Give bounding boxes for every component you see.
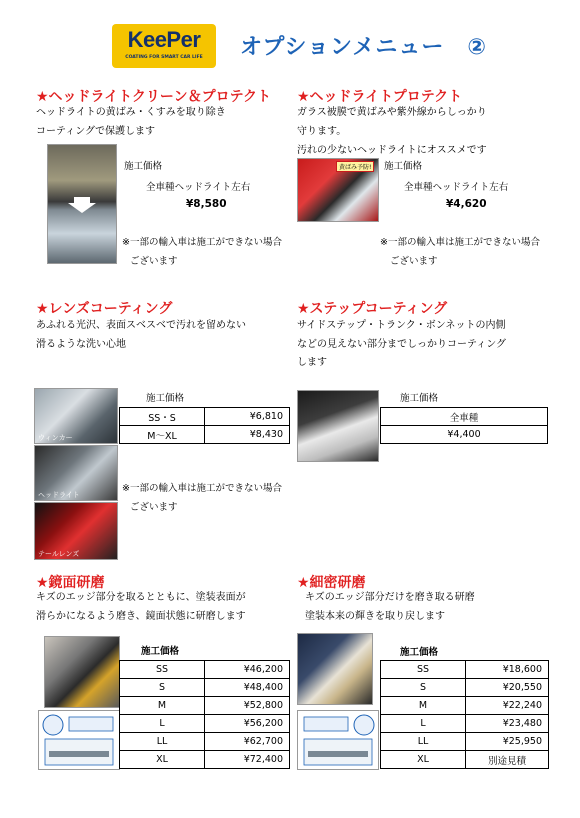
table-row [381, 751, 549, 769]
size-cell: L [120, 715, 205, 733]
lens-note-1: ※一部の輸入車は施工ができない場合 [122, 483, 282, 494]
price-cell: 別途見積 [466, 751, 549, 769]
size-cell: SS [381, 661, 466, 679]
lens-desc-2: 滑るような洗い心地 [36, 339, 126, 350]
price-cell: ¥20,550 [466, 679, 549, 697]
headlight-clean-desc-1: ヘッドライトの黄ばみ・くすみを取り除き [36, 107, 226, 118]
headlight-protect-desc-2: 守ります。 [297, 126, 347, 137]
headlight-protect-note-1: ※一部の輸入車は施工ができない場合 [380, 237, 540, 248]
table-row [120, 751, 290, 769]
header-cell: 全車種 [381, 408, 548, 426]
fine-polish-photo [297, 633, 373, 705]
table-row [381, 733, 549, 751]
step-price-table [380, 407, 548, 444]
fine-desc-2: 塗装本来の輝きを取り戻します [305, 611, 445, 622]
headlight-clean-item: 全車種ヘッドライト左右 [146, 182, 251, 193]
headlight-clean-title: ★ヘッドライトクリーン＆プロテクト [36, 89, 272, 105]
mirror-title: ★鏡面研磨 [36, 575, 105, 591]
step-price-label: 施工価格 [400, 393, 439, 404]
headlight-protect-item: 全車種ヘッドライト左右 [404, 182, 509, 193]
table-row [381, 661, 549, 679]
fine-price-table [380, 660, 549, 769]
size-cell: L [381, 715, 466, 733]
size-cell: XL [381, 751, 466, 769]
lens-title: ★レンズコーティング [36, 301, 173, 317]
size-cell: SS [120, 661, 205, 679]
logo-text: KeePer [127, 27, 201, 52]
table-row [120, 715, 290, 733]
winker-lens-photo [34, 388, 118, 444]
price-cell: ¥18,600 [466, 661, 549, 679]
table-row [381, 408, 548, 426]
headlight-protect-photo [297, 158, 379, 222]
headlight-clean-desc-2: コーティングで保護します [36, 126, 155, 137]
headlight-clean-note-1: ※一部の輸入車は施工ができない場合 [122, 237, 282, 248]
price-cell: ¥48,400 [205, 679, 290, 697]
winker-caption: ウィンカー [38, 434, 73, 442]
headlight-protect-note-2: ございます [390, 256, 438, 267]
price-cell: ¥6,810 [205, 408, 290, 426]
headlight-protect-title: ★ヘッドライトプロテクト [297, 89, 463, 105]
logo-tagline: COATING FOR SMART CAR LIFE [125, 55, 203, 60]
headlight-clean-price: ¥8,580 [186, 198, 227, 210]
size-cell: LL [381, 733, 466, 751]
fine-diagram [297, 710, 379, 770]
size-cell: M [381, 697, 466, 715]
size-cell: S [381, 679, 466, 697]
size-cell: M [120, 697, 205, 715]
headlight-protect-price-label: 施工価格 [384, 161, 423, 172]
table-row [120, 426, 290, 444]
mirror-diagram [38, 710, 120, 770]
lens-price-table [119, 407, 290, 444]
price-cell: ¥72,400 [205, 751, 290, 769]
step-photo [297, 390, 379, 462]
step-title: ★ステップコーティング [297, 301, 448, 317]
table-row [381, 697, 549, 715]
mirror-desc-2: 滑らかになるよう磨き、鏡面状態に研磨します [36, 611, 246, 622]
headlight-clean-note-2: ございます [130, 256, 178, 267]
price-cell: ¥25,950 [466, 733, 549, 751]
fine-title: ★細密研磨 [297, 575, 366, 591]
lens-note-2: ございます [130, 502, 178, 513]
page-title: オプションメニュー ② [240, 35, 487, 60]
lens-price-label: 施工価格 [146, 393, 185, 404]
mirror-price-table [119, 660, 290, 769]
table-row [120, 679, 290, 697]
size-cell: M～XL [120, 426, 205, 444]
headlight-before-after-photo [47, 144, 117, 264]
step-desc-1: サイドステップ・トランク・ボンネットの内側 [297, 320, 506, 331]
fine-price-label: 施工価格 [400, 647, 439, 658]
table-row [381, 715, 549, 733]
table-row [381, 426, 548, 444]
headlight-protect-desc-3: 汚れの少ないヘッドライトにオススメです [297, 145, 487, 156]
price-cell: ¥46,200 [205, 661, 290, 679]
mirror-desc-1: キズのエッジ部分を取るとともに、塗装表面が [36, 592, 246, 603]
fine-desc-1: キズのエッジ部分だけを磨き取る研磨 [305, 592, 475, 603]
mirror-polish-photo [44, 636, 120, 708]
size-cell: XL [120, 751, 205, 769]
step-desc-3: します [297, 357, 327, 368]
size-cell: LL [120, 733, 205, 751]
table-row [381, 679, 549, 697]
arrow-down-icon [48, 145, 116, 263]
table-row [120, 733, 290, 751]
headlight-caption: ヘッドライト [38, 491, 80, 499]
headlight-protect-badge: 黄ばみ予防! [336, 161, 374, 172]
size-cell: S [120, 679, 205, 697]
step-desc-2: などの見えない部分までしっかりコーティング [297, 339, 506, 350]
price-cell: ¥4,400 [381, 426, 548, 444]
headlight-protect-price: ¥4,620 [446, 198, 487, 210]
price-cell: ¥62,700 [205, 733, 290, 751]
price-cell: ¥23,480 [466, 715, 549, 733]
price-cell: ¥8,430 [205, 426, 290, 444]
tail-lens-photo [34, 502, 118, 560]
tail-lens-caption: テールレンズ [38, 550, 80, 558]
table-row [120, 408, 290, 426]
headlight-clean-price-label: 施工価格 [124, 161, 163, 172]
price-cell: ¥52,800 [205, 697, 290, 715]
headlight-protect-desc-1: ガラス被膜で黄ばみや紫外線からしっかり [297, 107, 487, 118]
table-row [120, 697, 290, 715]
price-cell: ¥56,200 [205, 715, 290, 733]
lens-desc-1: あふれる光沢、表面スベスベで汚れを留めない [36, 320, 246, 331]
table-row [120, 661, 290, 679]
mirror-price-label: 施工価格 [141, 646, 180, 657]
keeper-logo [112, 24, 216, 68]
headlight-lens-photo [34, 445, 118, 501]
price-cell: ¥22,240 [466, 697, 549, 715]
size-cell: SS・S [120, 408, 205, 426]
